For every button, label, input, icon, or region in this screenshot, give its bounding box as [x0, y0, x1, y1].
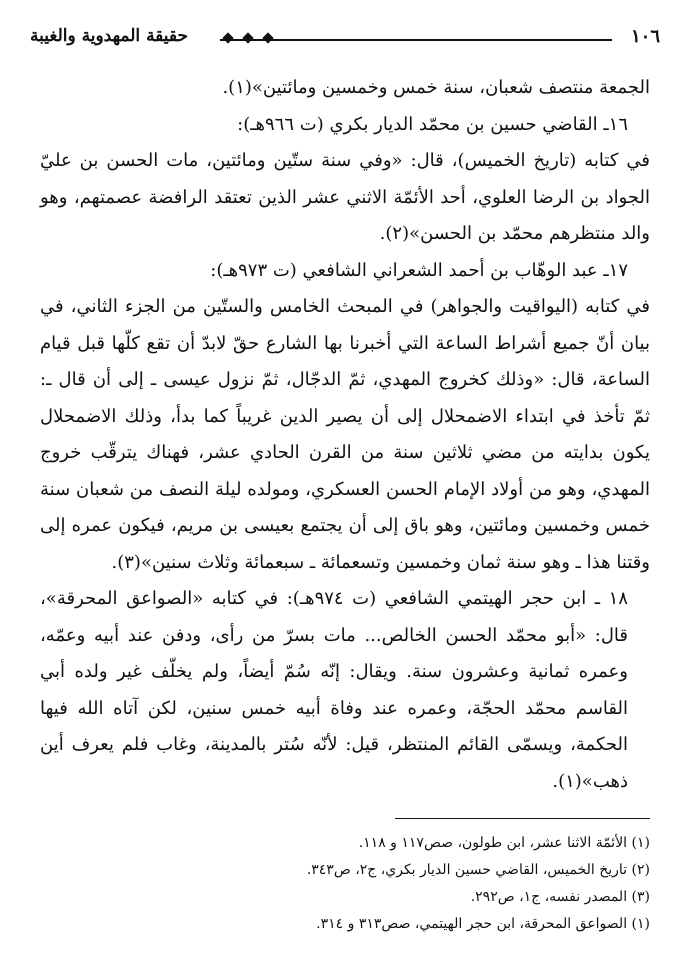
- entry-heading-16: ١٦ـ القاضي حسين بن محمّد الديار بكري (ت ٩٦٦هـ):: [237, 113, 628, 135]
- entry-paragraph-18: ١٨ ـ ابن حجر الهيتمي الشافعي (ت ٩٧٤هـ): في كتابه «الصواعق المحرقة»، قال: «أبو محمّد الحسن الخالص... مات بسرّ من رأى، ودفن عند أبيه وعمّه، وعمره ثمانية وعشرون سنة. ويقال: إنّه سُمّ أيضاً، ولم يخلّف غير ولده أبي القاسم محمّد الحجّة، وعمره عند وفاة أبيه خمس سنين، لكن آتاه الله فيها الحكمة، ويسمّى القائم المنتظر، قيل: لأنّه سُتر بالمدينة، وغاب فلم يعرف أين ذهب»(١).: [40, 588, 628, 792]
- paragraph: في كتابه (اليواقيت والجواهر) في المبحث الخامس والستّين من الجزء الثاني، في بيان أنّ جميع أشراط الساعة التي أخبرنا بها الشارع حقّ لابدّ أن تقع كلّها قبل قيام الساعة، قال: «وذلك كخروج المهدي، ثمّ الدجّال، ثمّ نزول عيسى ـ إلى أن قال ـ: ثمّ تأخذ في ابتداء الاضمحلال إلى أن يصير الدين غريباً كما بدأ، وذلك الاضمحلال يكون بدايته من مضي ثلاثين سنة من القرن الحادي عشر، فهناك يترقّب خروج المهدي، وهو من أولاد الإمام الحسن العسكري، ومولده ليلة النصف من شعبان سنة خمس وخمسين ومائتين، وهو باق إلى أن يجتمع بعيسى بن مريم، فيكون عمره إلى وقتنا هذا ـ وهو سنة ثمان وخمسين وتسعمائة ـ سبعمائة وثلاث سنين»(٣).: [40, 296, 650, 573]
- footnote: (١) الصواعق المحرقة، ابن حجر الهيتمي، صص٣١٣ و ٣١٤.: [316, 916, 650, 932]
- footnotes: [40, 830, 650, 938]
- header-ornament-dot: [222, 32, 233, 43]
- page-header: [30, 22, 660, 52]
- paragraph: في كتابه (تاريخ الخميس)، قال: «وفي سنة ستّين ومائتين، مات الحسن بن عليّ الجواد بن الرضا العلوي، أحد الأئمّة الاثني عشر الذين تعتقد الرافضة عصمتهم، وهو والد منتظرهم محمّد بن الحسن»(٢).: [40, 150, 650, 244]
- header-rule: [220, 39, 612, 41]
- footnote: (١) الأئمّة الاثنا عشر، ابن طولون، صص١١٧ و ١١٨.: [358, 835, 650, 851]
- header-ornament-dot: [242, 32, 253, 43]
- paragraph: الجمعة منتصف شعبان، سنة خمس وخمسين ومائتين»(١).: [222, 77, 650, 98]
- page-number: ١٠٦: [630, 26, 660, 47]
- entry-heading-17: ١٧ـ عبد الوهّاب بن أحمد الشعراني الشافعي (ت ٩٧٣هـ):: [210, 259, 628, 281]
- footnote-separator: [395, 818, 650, 819]
- footnote: (٣) المصدر نفسه، ج١، ص٢٩٢.: [470, 889, 650, 905]
- running-title: حقيقة المهدوية والغيبة: [30, 26, 189, 46]
- header-ornament-dot: [262, 32, 273, 43]
- main-text: [40, 70, 650, 800]
- footnote: (٢) تاريخ الخميس، القاضي حسين الديار بكري، ج٢، ص٣٤٣.: [306, 862, 650, 878]
